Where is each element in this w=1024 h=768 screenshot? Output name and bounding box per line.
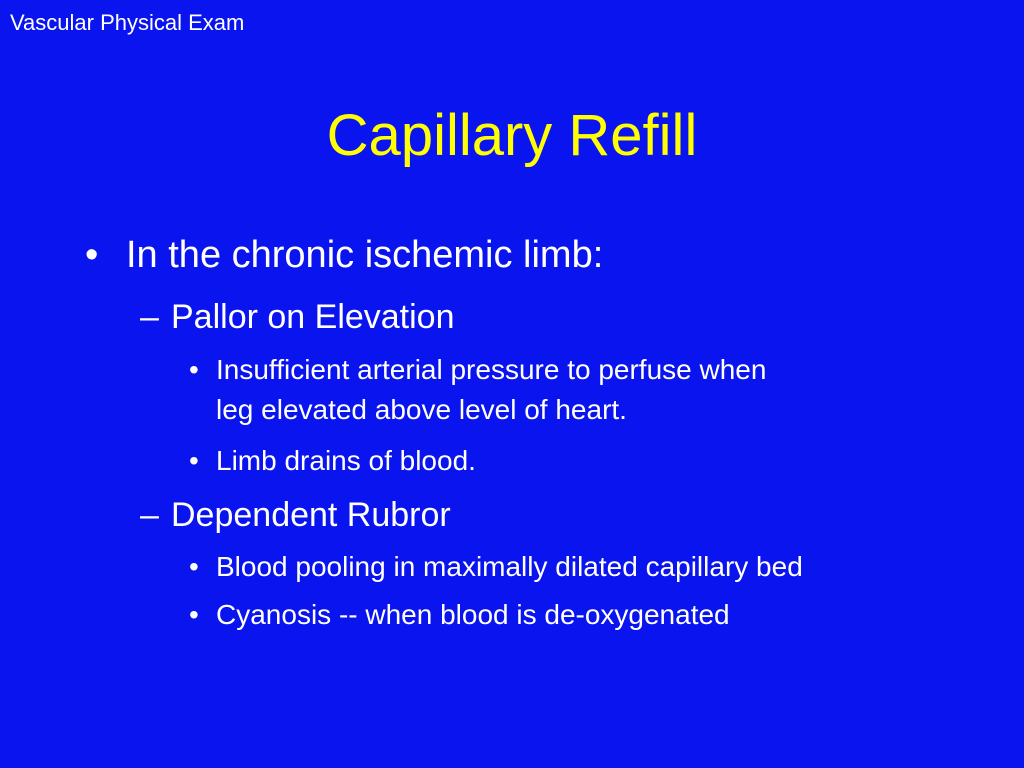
- sub-bullet-text: Limb drains of blood.: [216, 445, 476, 476]
- bullet-marker: •: [189, 551, 199, 582]
- bullet-marker: •: [189, 599, 199, 630]
- header-label: Vascular Physical Exam: [10, 10, 245, 35]
- subheading-pallor: Pallor on Elevation: [171, 298, 455, 336]
- sub-bullet-text: Blood pooling in maximally dilated capillary bed: [216, 551, 803, 582]
- bullet-level1-text: In the chronic ischemic limb:: [126, 234, 604, 276]
- bullet-marker: •: [189, 445, 199, 476]
- sub-bullet-text: Cyanosis -- when blood is de-oxygenated: [216, 599, 730, 630]
- slide-title: Capillary Refill: [326, 103, 698, 168]
- sub-bullet-text: leg elevated above level of heart.: [216, 394, 627, 425]
- bullet-marker: •: [189, 354, 199, 385]
- dash-marker: –: [140, 298, 159, 336]
- subheading-rubror: Dependent Rubror: [171, 496, 451, 534]
- sub-bullet-text: Insufficient arterial pressure to perfuse when: [216, 354, 767, 385]
- dash-marker: –: [140, 496, 159, 534]
- bullet-marker: •: [85, 234, 99, 276]
- bullet-level1: [85, 232, 98, 278]
